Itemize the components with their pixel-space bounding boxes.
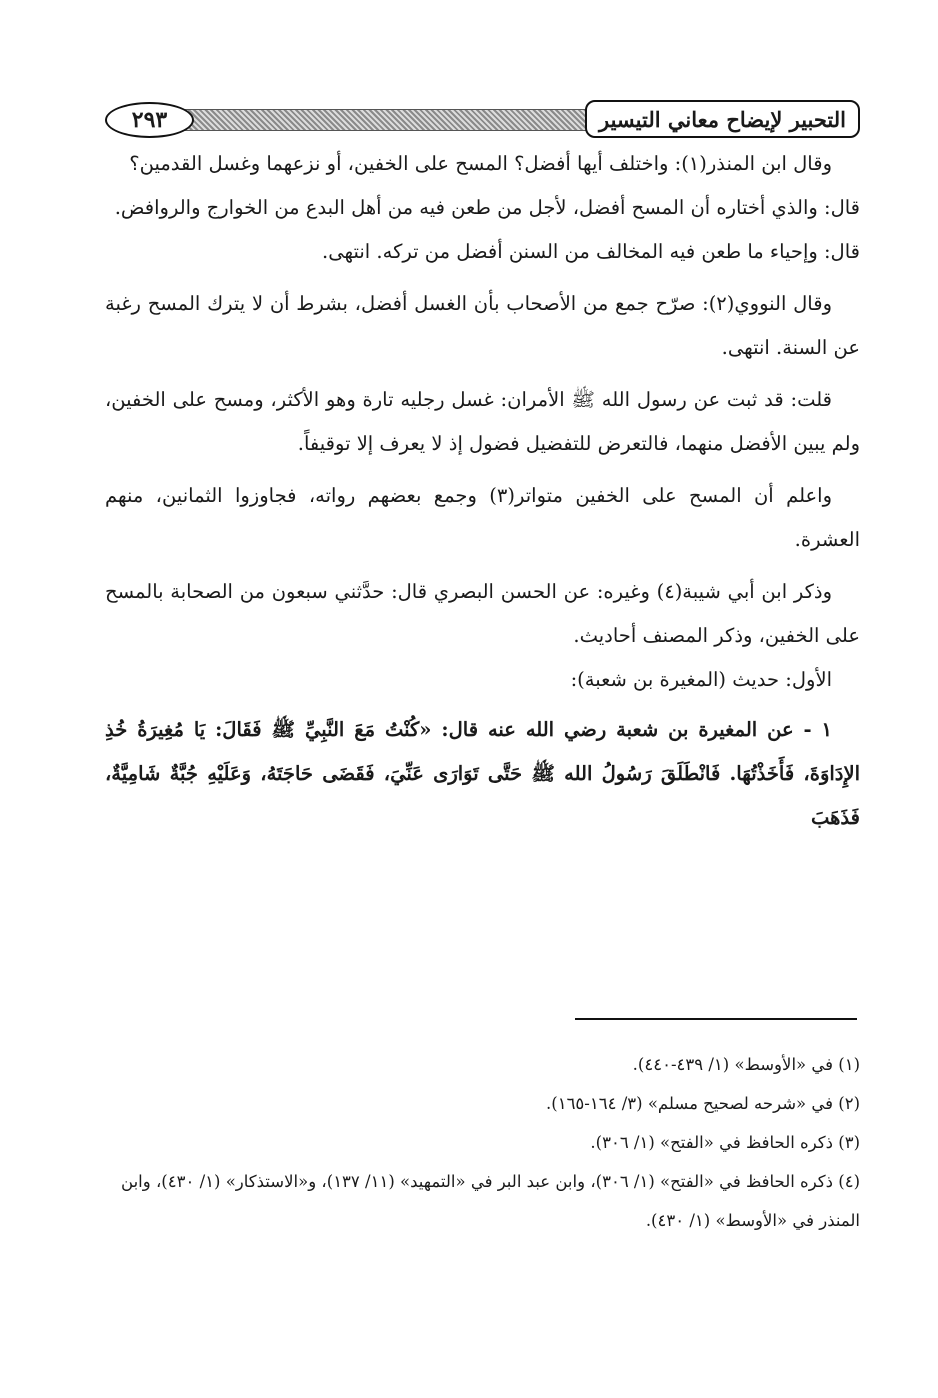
footnote-divider [575,1018,857,1020]
hadith-paragraph [105,708,860,840]
main-text [105,142,860,840]
footnote-4: (٤) ذكره الحافظ في «الفتح» (١/ ٣٠٦)، وابن عبد البر في «التمهيد» (١١/ ١٣٧)، و«الاستذكار» (١/ ٤٣٠)، وابن المنذر في «الأوسط» (١/ ٤٣٠). [121,1172,860,1230]
page-header [105,100,860,140]
section-heading-first-hadith: الأول: حديث (المغيرة بن شعبة): [570,668,832,691]
paragraph-qultu: قلت: قد ثبت عن رسول الله ﷺ الأمران: غسل رجليه تارة وهو الأكثر، ومسح على الخفين، ولم يبين الأفضل منهما، فالتعرض للتفضيل فضول إذ لا يعرف إلا توقيفاً. [105,388,860,455]
paragraph-ibn-abi-shaybah: وذكر ابن أبي شيبة(٤) وغيره: عن الحسن البصري قال: حدَّثني سبعون من الصحابة بالمسح على الخفين، وذكر المصنف أحاديث. [105,580,860,647]
footnotes [105,1045,860,1240]
footnote-1: (١) في «الأوسط» (١/ ٤٣٩-٤٤٠). [632,1055,860,1074]
paragraph-mutawatir: واعلم أن المسح على الخفين متواتر(٣) وجمع بعضهم رواته، فجاوزوا الثمانين، منهم العشرة. [105,484,860,551]
header-ornament-band [145,109,660,131]
hadith-intro: ١ - عن المغيرة بن شعبة رضي الله عنه قال: [431,718,832,741]
paragraph-ibn-almundhir: وقال ابن المنذر(١): واختلف أيها أفضل؟ المسح على الخفين، أو نزعهما وغسل القدمين؟ [129,152,832,175]
page-number: ٢٩٣ [105,102,194,138]
paragraph-reviving-sunnah: قال: وإحياء ما طعن فيه المخالف من السنن أفضل من تركه. انتهى. [322,240,860,263]
book-title: التحبير لإيضاح معاني التيسير [585,100,860,138]
paragraph-nawawi: وقال النووي(٢): صرّح جمع من الأصحاب بأن الغسل أفضل، بشرط أن لا يترك المسح رغبة عن السنة. انتهى. [105,292,860,359]
paragraph-choice: قال: والذي أختاره أن المسح أفضل، لأجل من طعن فيه من أهل البدع من الخوارج والروافض. [114,196,860,219]
hadith-text: «كُنْتُ مَعَ النَّبِيِّ ﷺ فَقَالَ: يَا مُغِيرَةُ خُذِ الإِدَاوَةَ، فَأَخَذْتُهَا. فَانْطَلَقَ رَسُولُ الله ﷺ حَتَّى تَوَارَى عَنِّيَ، فَقَضَى حَاجَتَهُ، وَعَلَيْهِ جُبَّةٌ شَامِيَّةٌ، فَذَهَبَ [105,718,860,829]
footnote-3: (٣) ذكره الحافظ في «الفتح» (١/ ٣٠٦). [590,1133,860,1152]
footnote-2: (٢) في «شرحه لصحيح مسلم» (٣/ ١٦٤-١٦٥). [546,1094,860,1113]
